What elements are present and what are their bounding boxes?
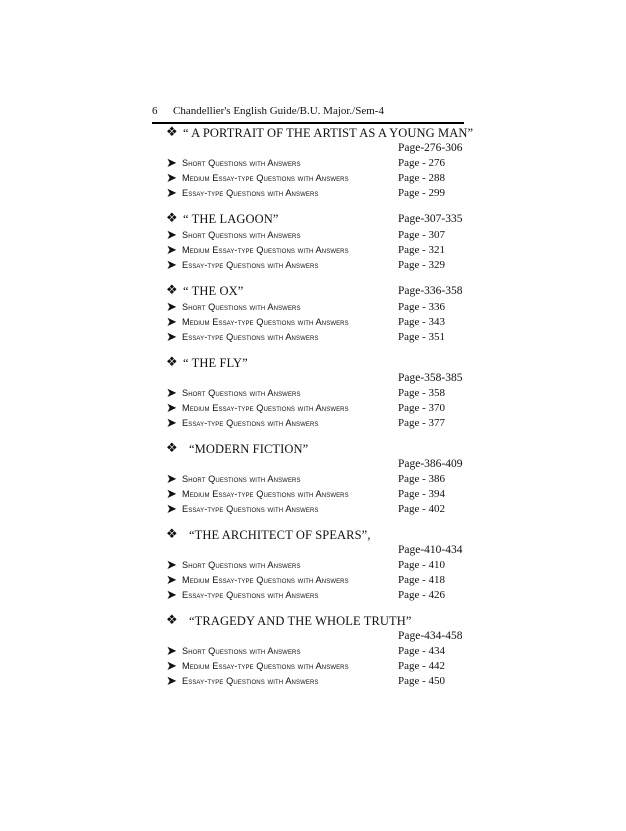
toc-entry [166,257,466,272]
section-heading [166,124,474,141]
diamond-bullet-icon: ❖ [166,282,178,297]
arrow-bullet-icon: ➤ [166,299,177,314]
entry-label: Short Questions with Answers [182,302,301,312]
arrow-bullet-icon: ➤ [166,314,177,329]
section-title: “ A PORTRAIT OF THE ARTIST AS A YOUNG MAN” [183,126,474,140]
entry-page: Page - 386 [398,473,446,485]
arrow-bullet-icon: ➤ [166,170,177,185]
entry-page: Page - 402 [398,503,446,515]
arrow-bullet-icon: ➤ [166,415,177,430]
entry-label: Essay-type Questions with Answers [182,332,319,342]
arrow-bullet-icon: ➤ [166,155,177,170]
entry-label: Short Questions with Answers [182,646,301,656]
diamond-bullet-icon: ❖ [166,210,178,225]
entry-page: Page - 418 [398,574,446,586]
toc-section [166,210,466,272]
entry-page: Page - 321 [398,244,446,256]
section-page-range: Page-307-335 [398,213,463,225]
entry-label: Medium Essay-type Questions with Answers [182,317,349,327]
section-page-range: Page-358-385 [398,372,463,384]
section-title: “ THE OX” [183,284,244,298]
section-heading [166,210,466,227]
diamond-bullet-icon: ❖ [166,124,178,139]
section-heading [166,526,466,543]
arrow-bullet-icon: ➤ [166,673,177,688]
toc-section [166,612,466,688]
section-title: “ THE LAGOON” [183,212,279,226]
toc-entry [166,673,466,688]
entry-label: Medium Essay-type Questions with Answers [182,661,349,671]
toc-entry [166,415,466,430]
section-page-range: Page-336-358 [398,285,463,297]
entry-page: Page - 288 [398,172,446,184]
entry-page: Page - 343 [398,316,446,328]
arrow-bullet-icon: ➤ [166,471,177,486]
arrow-bullet-icon: ➤ [166,400,177,415]
toc-entry [166,329,466,344]
entry-label: Short Questions with Answers [182,158,301,168]
toc-entry [166,227,466,242]
entry-label: Essay-type Questions with Answers [182,188,319,198]
arrow-bullet-icon: ➤ [166,486,177,501]
arrow-bullet-icon: ➤ [166,385,177,400]
arrow-bullet-icon: ➤ [166,242,177,257]
entry-label: Essay-type Questions with Answers [182,676,319,686]
arrow-bullet-icon: ➤ [166,329,177,344]
arrow-bullet-icon: ➤ [166,501,177,516]
section-page-range: Page-434-458 [398,630,463,642]
diamond-bullet-icon: ❖ [166,526,178,541]
entry-label: Essay-type Questions with Answers [182,260,319,270]
entry-label: Essay-type Questions with Answers [182,418,319,428]
diamond-bullet-icon: ❖ [166,612,178,627]
arrow-bullet-icon: ➤ [166,643,177,658]
entry-label: Medium Essay-type Questions with Answers [182,173,349,183]
entry-page: Page - 442 [398,660,446,672]
toc-section [166,124,474,200]
section-title: “ THE FLY” [183,356,248,370]
entry-label: Essay-type Questions with Answers [182,504,319,514]
entry-label: Short Questions with Answers [182,474,301,484]
entry-page: Page - 329 [398,259,446,271]
diamond-bullet-icon: ❖ [166,440,178,455]
toc-section [166,354,466,430]
toc-entry [166,557,466,572]
section-heading [166,612,466,629]
section-title: “TRAGEDY AND THE WHOLE TRUTH” [189,614,412,628]
entry-page: Page - 450 [398,675,446,687]
toc-entry [166,643,466,658]
toc-entry [166,299,466,314]
arrow-bullet-icon: ➤ [166,557,177,572]
section-heading [166,440,466,457]
entry-page: Page - 370 [398,402,446,414]
toc-entry [166,400,466,415]
entry-page: Page - 410 [398,559,446,571]
entry-label: Short Questions with Answers [182,230,301,240]
entry-label: Medium Essay-type Questions with Answers [182,245,349,255]
section-title: “MODERN FICTION” [189,442,309,456]
toc-entry [166,314,466,329]
toc-entry [166,170,466,185]
entry-page: Page - 351 [398,331,446,343]
entry-label: Medium Essay-type Questions with Answers [182,575,349,585]
table-of-contents [166,124,474,698]
entry-label: Short Questions with Answers [182,388,301,398]
toc-section [166,440,466,516]
entry-page: Page - 426 [398,589,446,601]
entry-page: Page - 307 [398,229,446,241]
section-page-range: Page-276-306 [398,142,463,154]
toc-entry [166,587,466,602]
toc-entry [166,572,466,587]
arrow-bullet-icon: ➤ [166,227,177,242]
toc-entry [166,185,466,200]
section-title: “THE ARCHITECT OF SPEARS”, [189,528,371,542]
toc-entry [166,155,466,170]
toc-section [166,282,466,344]
toc-entry [166,385,466,400]
arrow-bullet-icon: ➤ [166,185,177,200]
entry-label: Medium Essay-type Questions with Answers [182,489,349,499]
entry-label: Essay-type Questions with Answers [182,590,319,600]
toc-entry [166,242,466,257]
section-heading [166,282,466,299]
running-title: Chandellier's English Guide/B.U. Major./Sem-4 [173,105,384,117]
entry-page: Page - 434 [398,645,446,657]
arrow-bullet-icon: ➤ [166,257,177,272]
entry-page: Page - 377 [398,417,446,429]
entry-label: Short Questions with Answers [182,560,301,570]
arrow-bullet-icon: ➤ [166,587,177,602]
toc-entry [166,486,466,501]
section-heading [166,354,466,371]
diamond-bullet-icon: ❖ [166,354,178,369]
entry-page: Page - 276 [398,157,446,169]
toc-entry [166,471,466,486]
entry-page: Page - 358 [398,387,446,399]
entry-page: Page - 336 [398,301,446,313]
toc-section [166,526,466,602]
arrow-bullet-icon: ➤ [166,572,177,587]
section-page-range: Page-386-409 [398,458,463,470]
entry-page: Page - 299 [398,187,446,199]
entry-label: Medium Essay-type Questions with Answers [182,403,349,413]
section-page-range: Page-410-434 [398,544,463,556]
toc-entry [166,658,466,673]
toc-entry [166,501,466,516]
page-number: 6 [152,105,158,117]
arrow-bullet-icon: ➤ [166,658,177,673]
entry-page: Page - 394 [398,488,446,500]
